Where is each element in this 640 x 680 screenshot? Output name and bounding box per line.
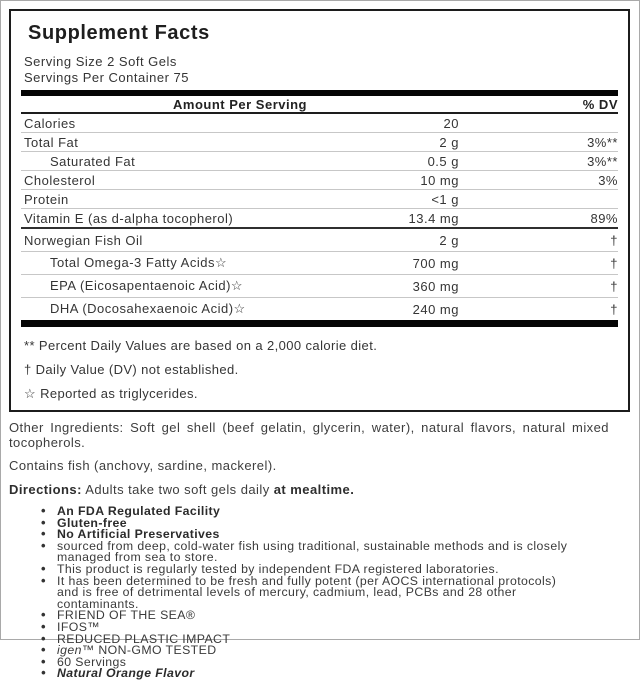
directions-label: Directions: <box>9 481 82 497</box>
row-dv: 3% <box>598 172 618 188</box>
table-row <box>21 209 618 229</box>
table-row <box>21 229 618 252</box>
row-left-group <box>21 255 459 271</box>
footnotes <box>21 327 618 401</box>
bullet-italic-prefix: igen <box>57 643 82 658</box>
row-label: Norwegian Fish Oil <box>24 232 143 248</box>
bullet-item: • Natural Orange Flavor <box>39 668 569 680</box>
row-dv: 89% <box>590 210 618 226</box>
bullet-item: • It has been determined to be fresh and fully potent (per AOCS international protocols) and is free of detrimental levels of mercury, cadmium, lead, PCBs and 28 other contaminants. <box>39 576 569 611</box>
row-left-group <box>21 135 459 150</box>
row-label: Total Omega-3 Fatty Acids☆ <box>50 255 228 270</box>
bullet-item: • 60 Servings <box>39 657 569 669</box>
serving-size: Serving Size 2 Soft Gels <box>24 54 177 69</box>
contains-statement: Contains fish (anchovy, sardine, mackerel). <box>9 458 277 473</box>
row-amount: 2 g <box>439 134 459 150</box>
row-amount: 700 mg <box>412 255 459 271</box>
supplement-facts-panel <box>9 9 630 412</box>
row-label: Saturated Fat <box>50 153 136 169</box>
footnote: ☆ Reported as triglycerides. <box>24 386 198 401</box>
row-dv: † <box>610 232 618 248</box>
bullet-item: • igen™ NON-GMO TESTED <box>39 645 569 657</box>
nutrient-rows <box>21 114 618 229</box>
table-row <box>21 171 618 190</box>
row-amount: 240 mg <box>412 301 459 317</box>
bullet-item: • sourced from deep, cold-water fish using traditional, sustainable methods and is closely managed from sea to store. <box>39 541 569 564</box>
row-amount: 360 mg <box>412 278 459 294</box>
footnote: † Daily Value (DV) not established. <box>24 362 239 377</box>
bullet-item: • REDUCED PLASTIC IMPACT <box>39 634 569 646</box>
bullet-item: • This product is regularly tested by independent FDA registered laboratories. <box>39 564 569 576</box>
row-label: EPA (Eicosapentaenoic Acid)☆ <box>50 278 244 293</box>
fish-oil-rows <box>21 229 618 320</box>
row-amount: 13.4 mg <box>408 210 459 226</box>
row-dv: † <box>610 278 618 294</box>
row-dv: 3%** <box>587 153 618 169</box>
row-amount: <1 g <box>431 191 459 207</box>
footnote: ** Percent Daily Values are based on a 2,000 calorie diet. <box>24 338 378 353</box>
row-label: Protein <box>24 191 69 207</box>
table-row <box>21 275 618 298</box>
bullet-item: • An FDA Regulated Facility <box>39 506 569 518</box>
directions-emphasis: at mealtime. <box>273 481 355 497</box>
row-amount: 20 <box>443 115 459 131</box>
row-left-group <box>21 233 459 248</box>
row-amount: 2 g <box>439 232 459 248</box>
row-dv: † <box>610 255 618 271</box>
table-header <box>21 96 618 114</box>
table-bottom-bar <box>21 320 618 327</box>
row-label: Calories <box>24 115 76 131</box>
row-label: Cholesterol <box>24 172 96 188</box>
row-left-group <box>21 116 459 131</box>
row-dv: † <box>610 301 618 317</box>
amount-per-serving-header: Amount Per Serving <box>173 96 307 112</box>
bullet-item: • No Artificial Preservatives <box>39 529 569 541</box>
row-left-group <box>21 211 459 226</box>
row-label: Total Fat <box>24 134 79 150</box>
table-row <box>21 114 618 133</box>
info-section <box>9 421 629 680</box>
table-row <box>21 133 618 152</box>
row-amount: 10 mg <box>420 172 459 188</box>
directions <box>9 483 629 498</box>
row-left-group <box>21 173 459 188</box>
row-left-group <box>21 154 459 169</box>
directions-text: Adults take two soft gels daily <box>81 481 274 497</box>
panel-title: Supplement Facts <box>28 22 210 44</box>
feature-bullets <box>39 506 629 680</box>
row-label: Vitamin E (as d-alpha tocopherol) <box>24 210 234 226</box>
bullet-item: • FRIEND OF THE SEA® <box>39 610 569 622</box>
row-left-group <box>21 301 459 317</box>
dv-header: % DV <box>582 96 618 112</box>
table-row <box>21 298 618 320</box>
row-left-group <box>21 278 459 294</box>
table-row <box>21 252 618 275</box>
bullet-item: • Gluten-free <box>39 518 569 530</box>
other-ingredients: Other Ingredients: Soft gel shell (beef gelatin, glycerin, water), natural flavors, natural mixed tocopherols. <box>9 420 609 450</box>
row-amount: 0.5 g <box>427 153 459 169</box>
table-row <box>21 152 618 171</box>
row-label: DHA (Docosahexaenoic Acid)☆ <box>50 301 246 316</box>
table-row <box>21 190 618 209</box>
bullet-item: • IFOS™ <box>39 622 569 634</box>
servings-per-container: Servings Per Container 75 <box>24 70 189 85</box>
row-dv: 3%** <box>587 134 618 150</box>
row-left-group <box>21 192 459 207</box>
